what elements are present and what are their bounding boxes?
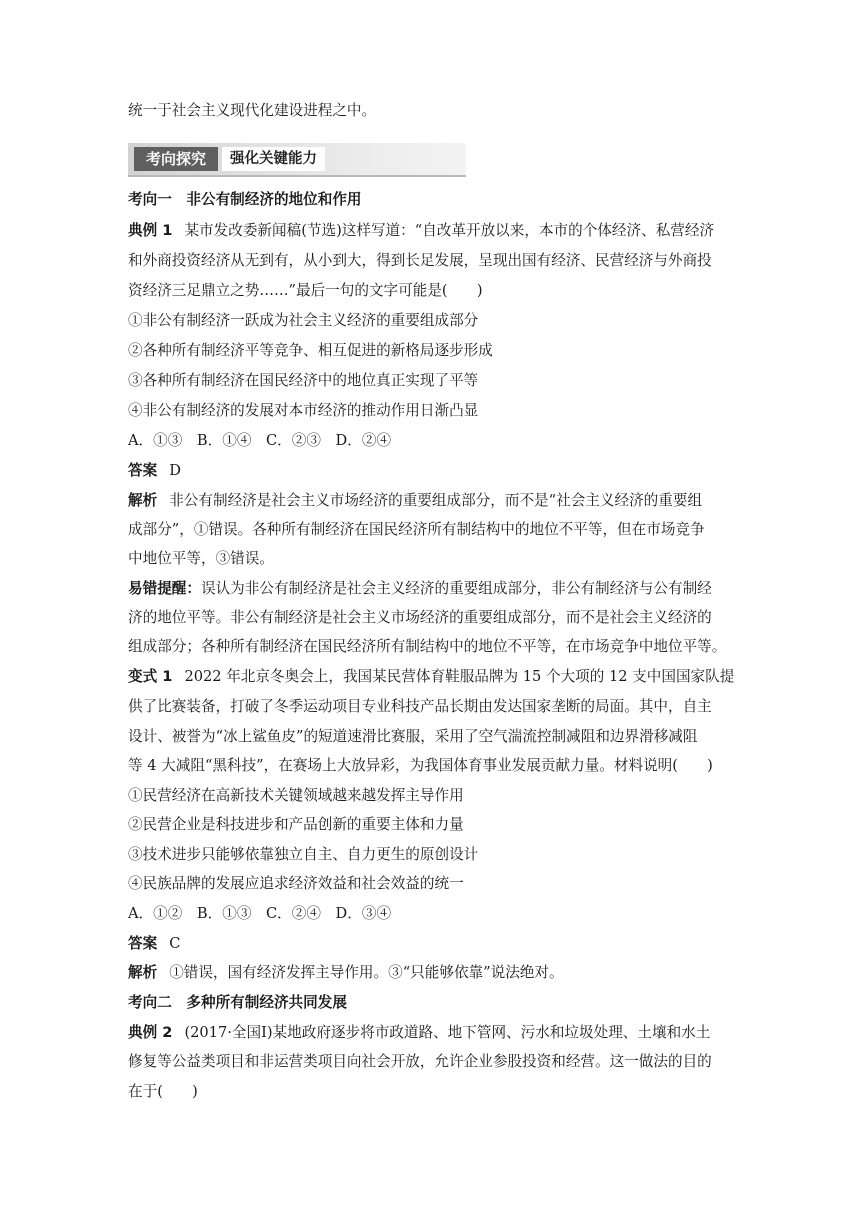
- example1-option-3: ③各种所有制经济在国民经济中的地位真正实现了平等: [128, 372, 479, 389]
- example1-stem-line-3: 资经济三足鼎立之势……”最后一句的文字可能是( ): [128, 282, 483, 299]
- section-heading-1: 考向一 非公有制经济的地位和作用: [128, 191, 362, 208]
- example1-stem-line-2: 和外商投资经济从无到有，从小到大，得到长足发展，呈现出国有经济、民营经济与外商投: [128, 252, 712, 269]
- variant1-stem-line-2: 供了比赛装备，打破了冬季运动项目专业科技产品长期由发达国家垄断的局面。其中，自主: [128, 698, 712, 715]
- example1-stem-line-1: 典例 1 某市发改委新闻稿(节选)这样写道：“自改革开放以来，本市的个体经济、私营经济: [128, 222, 715, 239]
- example1-choices: A．①③ B．①④ C．②③ D．②④: [128, 432, 392, 449]
- example2-stem-line-2: 修复等公益类项目和非运营类项目向社会开放，允许企业参股投资和经营。这一做法的目的: [128, 1053, 712, 1070]
- example1-option-4: ④非公有制经济的发展对本市经济的推动作用日渐凸显: [128, 402, 479, 419]
- warning-label: 易错提醒：: [128, 580, 201, 597]
- example2-stem-line-3: 在于( ): [128, 1083, 198, 1100]
- variant1-choices: A．①② B．①③ C．②④ D．③④: [128, 905, 392, 922]
- variant1-answer: [128, 933, 740, 955]
- variant1-option-1: ①民营经济在高新技术关键领域越来越发挥主导作用: [128, 787, 464, 804]
- example1-answer: [128, 460, 740, 482]
- analysis-label: 解析: [128, 492, 158, 509]
- variant1-option-2: ②民营企业是科技进步和产品创新的重要主体和力量: [128, 816, 464, 833]
- example2-stem-line-1: 典例 2 (2017·全国Ⅰ)某地政府逐步将市政道路、地下管网、污水和垃圾处理、土壤和水土: [128, 1024, 711, 1041]
- example1-option-2: ②各种所有制经济平等竞争、相互促进的新格局逐步形成: [128, 342, 493, 359]
- variant1-option-4: ④民族品牌的发展应追求经济效益和社会效益的统一: [128, 875, 464, 892]
- section-banner: [128, 143, 466, 177]
- banner-tag: 考向探究: [134, 147, 218, 171]
- example1-analysis-line-2: 成部分”，①错误。各种所有制经济在国民经济所有制结构中的地位不平等，但在市场竞争: [128, 521, 705, 538]
- answer-value: D: [169, 462, 181, 479]
- answer-value: C: [169, 935, 181, 952]
- example1-analysis-line-1: 解析 非公有制经济是社会主义市场经济的重要组成部分，而不是“社会主义经济的重要组: [128, 492, 703, 509]
- example1-option-1: ①非公有制经济一跃成为社会主义经济的重要组成部分: [128, 312, 479, 329]
- example1-warning-line-2: 济的地位平等。非公有制经济是社会主义市场经济的重要组成部分，而不是社会主义经济的: [128, 609, 712, 626]
- banner-subtitle: 强化关键能力: [222, 147, 325, 171]
- variant1-stem-line-4: 等 4 大减阻“黑科技”，在赛场上大放异彩，为我国体育事业发展贡献力量。材料说明( ): [128, 757, 713, 774]
- analysis-label: 解析: [128, 964, 158, 981]
- intro-text: 统一于社会主义现代化建设进程之中。: [128, 102, 377, 119]
- example1-analysis-line-3: 中地位平等，③错误。: [128, 550, 274, 567]
- example1-label: 典例 1: [128, 222, 173, 239]
- variant1-option-3: ③技术进步只能够依靠独立自主、自力更生的原创设计: [128, 846, 479, 863]
- example2-label: 典例 2: [128, 1024, 173, 1041]
- answer-label: 答案: [128, 462, 158, 479]
- section-heading-2: 考向二 多种所有制经济共同发展: [128, 994, 347, 1011]
- example1-warning-line-3: 组成部分；各种所有制经济在国民经济所有制结构中的地位不平等，在市场竞争中地位平等。: [128, 638, 727, 655]
- variant1-stem-line-3: 设计、被誉为“冰上鲨鱼皮”的短道速滑比赛服，采用了空气湍流控制减阻和边界滑移减阻: [128, 728, 698, 745]
- example1-warning-line-1: 易错提醒：误认为非公有制经济是社会主义经济的重要组成部分，非公有制经济与公有制经: [128, 580, 712, 597]
- variant1-analysis: 解析 ①错误，国有经济发挥主导作用。③“只能够依靠”说法绝对。: [128, 964, 564, 981]
- variant1-stem-line-1: 变式 1 2022 年北京冬奥会上，我国某民营体育鞋服品牌为 15 个大项的 12 支中国国家队提: [128, 668, 735, 685]
- answer-label: 答案: [128, 935, 158, 952]
- variant1-label: 变式 1: [128, 668, 173, 685]
